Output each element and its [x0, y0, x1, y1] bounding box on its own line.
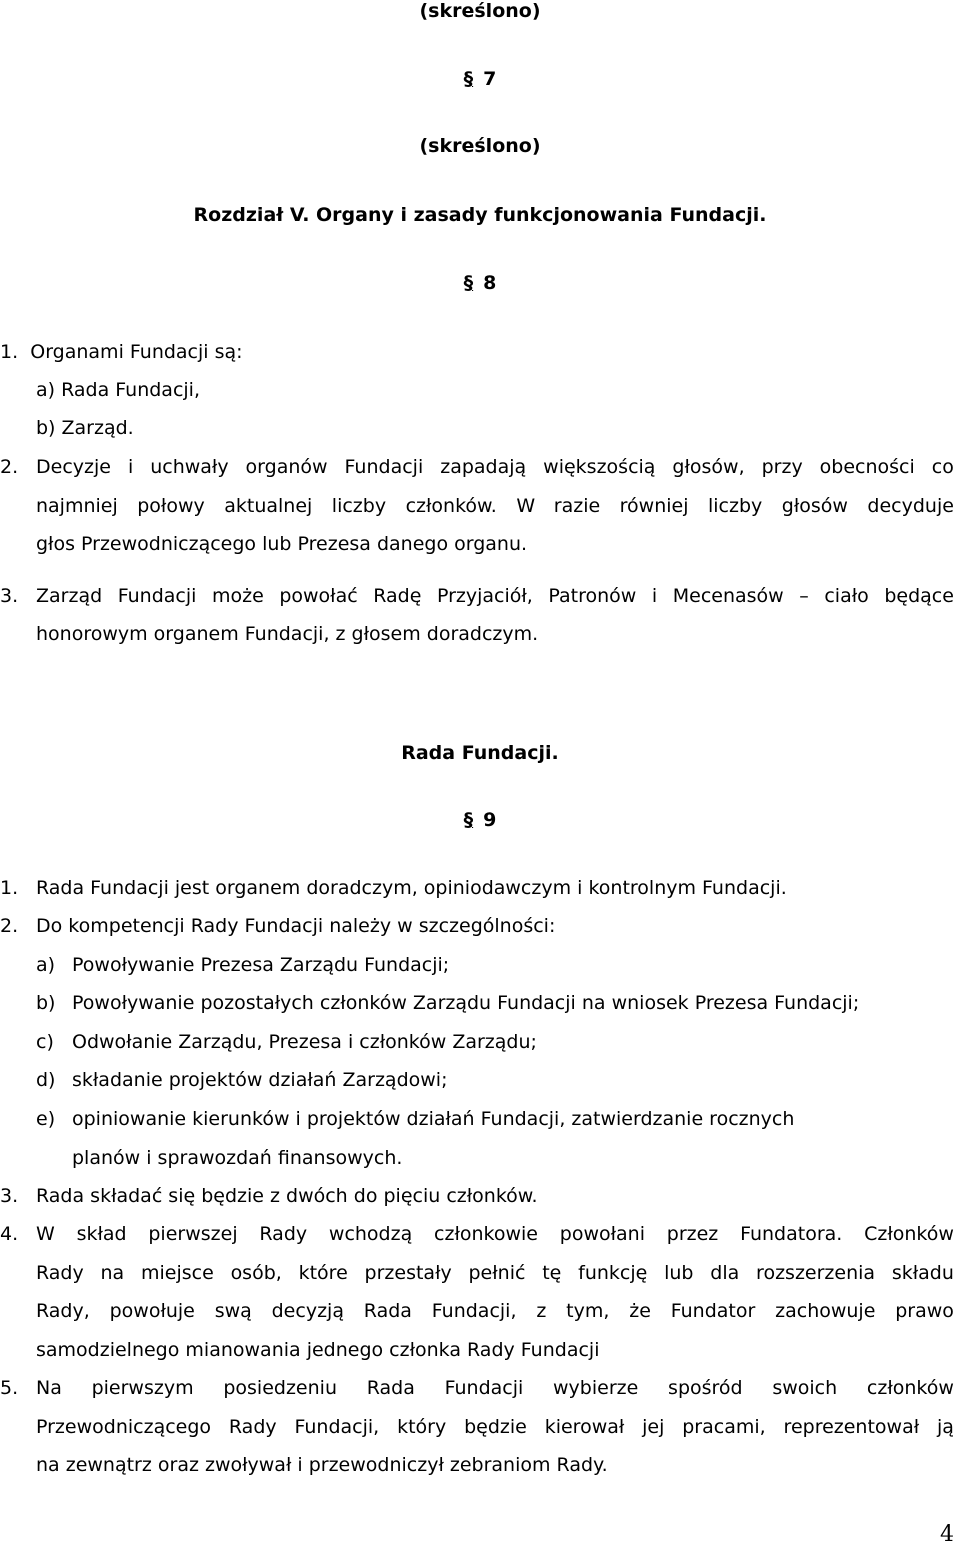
s9-sub-b-letter: b) [36, 992, 56, 1014]
s9-sub-e-line-2: planów i sprawozdań finansowych. [72, 1147, 403, 1169]
item-text: Organami Fundacji są: [30, 341, 243, 363]
s9-sub-d: składanie projektów działań Zarządowi; [72, 1069, 448, 1091]
page-number: 4 [940, 1522, 954, 1547]
struck-heading-2: (skreślono) [419, 135, 541, 157]
s8-item-2-line-1: Decyzje i uchwały organów Fundacji zapadają większością głosów, przy obecności co [36, 456, 954, 478]
s8-item-b: b) Zarząd. [36, 417, 134, 439]
section-9-heading [0, 809, 960, 831]
s9-item-3-number: 3. [0, 1185, 19, 1207]
s9-item-5-line-1: Na pierwszym posiedzeniu Rada Fundacji wybierze spośród swoich członków [36, 1377, 954, 1399]
s9-item-4-number: 4. [0, 1223, 19, 1245]
s9-item-3: Rada składać się będzie z dwóch do pięciu członków. [36, 1185, 538, 1207]
section-number: 9 [483, 809, 497, 831]
s8-item-3-line-1: Zarząd Fundacji może powołać Radę Przyjaciół, Patronów i Mecenasów – ciało będące [36, 585, 954, 607]
s8-item-3-line-2: honorowym organem Fundacji, z głosem doradczym. [36, 623, 539, 645]
s9-sub-d-letter: d) [36, 1069, 56, 1091]
s9-item-4-line-3: Rady, powołuje swą decyzją Rada Fundacji, z tym, że Fundator zachowuje prawo [36, 1300, 954, 1322]
s8-item-2-line-3: głos Przewodniczącego lub Prezesa danego organu. [36, 533, 528, 555]
section-number: 7 [483, 68, 497, 90]
s9-sub-c-letter: c) [36, 1031, 54, 1053]
struck-heading-1: (skreślono) [419, 0, 541, 22]
s9-item-1-number: 1. [0, 877, 19, 899]
s9-item-4-line-1: W skład pierwszej Rady wchodzą członkowie powołani przez Fundatora. Członków [36, 1223, 954, 1245]
s8-item-2-line-2: najmniej połowy aktualnej liczby członków. W razie równiej liczby głosów decyduje [36, 495, 954, 517]
section-symbol: § [463, 68, 474, 90]
item-number: 1. [0, 341, 19, 363]
s8-item-a: a) Rada Fundacji, [36, 379, 200, 401]
s9-item-5-line-3: na zewnątrz oraz zwoływał i przewodniczył zebraniom Rady. [36, 1454, 608, 1476]
chapter-title: Rozdział V. Organy i zasady funkcjonowania Fundacji. [193, 204, 767, 226]
s8-item-2-number: 2. [0, 456, 19, 478]
s8-item-3-number: 3. [0, 585, 19, 607]
s9-sub-b: Powoływanie pozostałych członków Zarządu Fundacji na wniosek Prezesa Fundacji; [72, 992, 860, 1014]
section-symbol: § [463, 809, 474, 831]
s8-item-1 [0, 340, 243, 364]
s9-item-1: Rada Fundacji jest organem doradczym, opiniodawczym i kontrolnym Fundacji. [36, 877, 787, 899]
s9-item-2-number: 2. [0, 915, 19, 937]
s9-sub-c: Odwołanie Zarządu, Prezesa i członków Zarządu; [72, 1031, 537, 1053]
s9-sub-e-line-1: opiniowanie kierunków i projektów działań Fundacji, zatwierdzanie rocznych [72, 1108, 795, 1130]
s9-sub-a: Powoływanie Prezesa Zarządu Fundacji; [72, 954, 450, 976]
section-7-heading [0, 68, 960, 90]
s9-item-4-line-4: samodzielnego mianowania jednego członka Rady Fundacji [36, 1339, 600, 1361]
s9-sub-e-letter: e) [36, 1108, 56, 1130]
council-heading: Rada Fundacji. [401, 742, 559, 764]
s9-item-4-line-2: Rady na miejsce osób, które przestały pełnić tę funkcję lub dla rozszerzenia składu [36, 1262, 954, 1284]
s9-item-5-line-2: Przewodniczącego Rady Fundacji, który będzie kierował jej pracami, reprezentował ją [36, 1416, 954, 1438]
section-8-heading [0, 272, 960, 294]
section-number: 8 [483, 272, 497, 294]
s9-sub-a-letter: a) [36, 954, 56, 976]
section-symbol: § [463, 272, 474, 294]
s9-item-5-number: 5. [0, 1377, 19, 1399]
s9-item-2: Do kompetencji Rady Fundacji należy w szczególności: [36, 915, 556, 937]
